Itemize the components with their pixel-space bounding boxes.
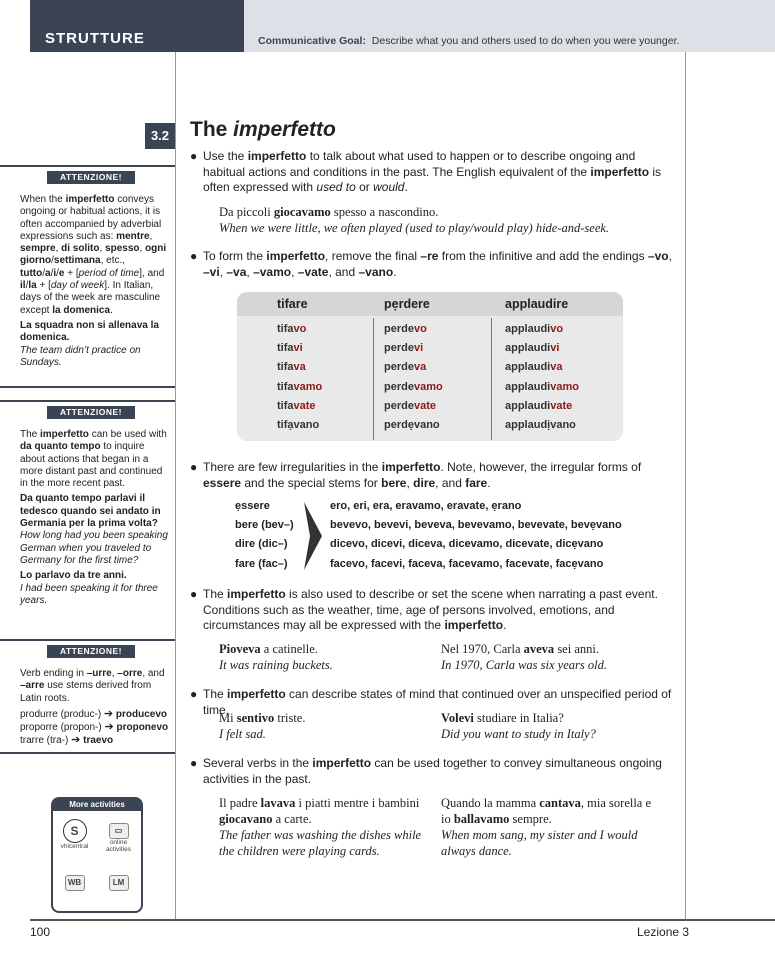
supersite-icon: S — [63, 819, 87, 843]
conjugation-column-applaudire: applaudivo applaudivi applaudiva applaudivamo applaudivate applaudịvano — [505, 323, 579, 432]
page-number: 100 — [30, 925, 51, 939]
lesson-label: Lezione 3 — [637, 925, 690, 939]
lab-manual-link[interactable]: LM — [97, 861, 140, 906]
online-activities-link[interactable]: ▭ online activities — [97, 813, 140, 858]
section-banner — [30, 0, 244, 52]
example-5b: Volevi studiare in Italia? Did you want to study in Italy? — [441, 711, 596, 741]
irregular-infinitives: ẹssere bere (bev–) dire (dic–) fare (fac–) — [235, 500, 294, 570]
page-header — [0, 0, 775, 52]
attenzione-label: ATTENZIONE! — [47, 645, 135, 658]
left-column-rule — [175, 52, 176, 920]
goal-banner — [244, 0, 775, 52]
section-label: STRUTTURE — [45, 30, 145, 47]
column-divider — [491, 318, 492, 440]
attenzione-label: ATTENZIONE! — [47, 171, 135, 184]
example-1: Da piccoli giocavamo spesso a nascondino. When we were little, we often played (used to play/would play) hide-and-seek. — [219, 205, 610, 235]
attenzione-box-1 — [0, 165, 175, 388]
example-4b: Nel 1970, Carla aveva sei anni. In 1970, Carla was six years old. — [441, 642, 607, 672]
conjugation-column-tifare: tifavo tifavi tifava tifavamo tifavate tifạvano — [277, 323, 323, 432]
section-number-badge: 3.2 — [145, 123, 175, 149]
conjugation-table — [237, 292, 623, 441]
example-6b: Quando la mamma cantava, mia sorella e io ballavamo sempre. When mom sang, my sister and I would always dance. — [441, 796, 652, 858]
column-header-tifare: tifare — [277, 297, 308, 311]
right-column-rule — [685, 52, 686, 920]
page-title: The imperfetto — [190, 118, 336, 141]
example-6a: Il padre lavava i piatti mentre i bambini giocavano a carte. The father was washing the dishes while the children were playing cards. — [219, 796, 422, 858]
more-activities-title: More activities — [53, 799, 141, 811]
footer-rule — [30, 919, 775, 921]
computer-icon: ▭ — [109, 823, 129, 839]
example-5a: Mi sentivo triste. I felt sad. — [219, 711, 306, 741]
column-header-perdere: pẹrdere — [384, 297, 430, 311]
communicative-goal: Communicative Goal: Describe what you and others used to do when you were younger. — [258, 35, 680, 47]
attenzione-box-3 — [0, 639, 175, 754]
workbook-link[interactable]: WB — [53, 861, 96, 906]
attenzione-body: When the imperfetto conveys ongoing or habitual actions, it is often accompanied by adverbial expressions such as: mentre, sempre, di solito, spesso, ogni giorno/settimana, etc., tutto/a/i/e + [period of time], and il/la + [day of week]. In Italian, days of the week are masculine except la domenica. La squadra non si allenava la domenica. The team didn’t practice on Sundays. — [20, 194, 167, 368]
irregular-forms: ero, eri, era, eravamo, eravate, ẹrano bevevo, bevevi, beveva, bevevamo, bevevate, bevẹvano dicevo, dicevi, diceva, dicevamo, dicevate, dicẹvano facevo, facevi, faceva, facevamo, facevate, facẹvano — [330, 500, 622, 570]
more-activities-panel — [51, 797, 143, 913]
conjugation-header — [237, 292, 623, 316]
attenzione-label: ATTENZIONE! — [47, 406, 135, 419]
vhlcentral-link[interactable]: S vhlcentral — [53, 813, 96, 858]
chevron-right-icon — [302, 500, 324, 572]
example-4a: Pioveva a catinelle. It was raining buckets. — [219, 642, 333, 672]
column-divider — [373, 318, 374, 440]
attenzione-box-2 — [0, 400, 175, 641]
conjugation-column-perdere: perdevo perdevi perdeva perdevamo perdevate perdẹvano — [384, 323, 443, 432]
column-header-applaudire: applaudire — [505, 297, 569, 311]
attenzione-body: Verb ending in –urre, –orre, and –arre use stems derived from Latin roots. produrre (produc-) ➔ producevo proporre (propon-) ➔ proponevo trarre (tra-) ➔ traevo — [20, 668, 169, 747]
attenzione-body: The imperfetto can be used with da quanto tempo to inquire about actions that began in a more distant past and continued in the more recent past. Da quanto tempo parlavi il tedesco quando sei andato in Germania per la prima volta? How long had you been speaking German when you traveled to Germany for the first time? Lo parlavo da tre anni. I had been speaking it for three years. — [20, 429, 168, 606]
